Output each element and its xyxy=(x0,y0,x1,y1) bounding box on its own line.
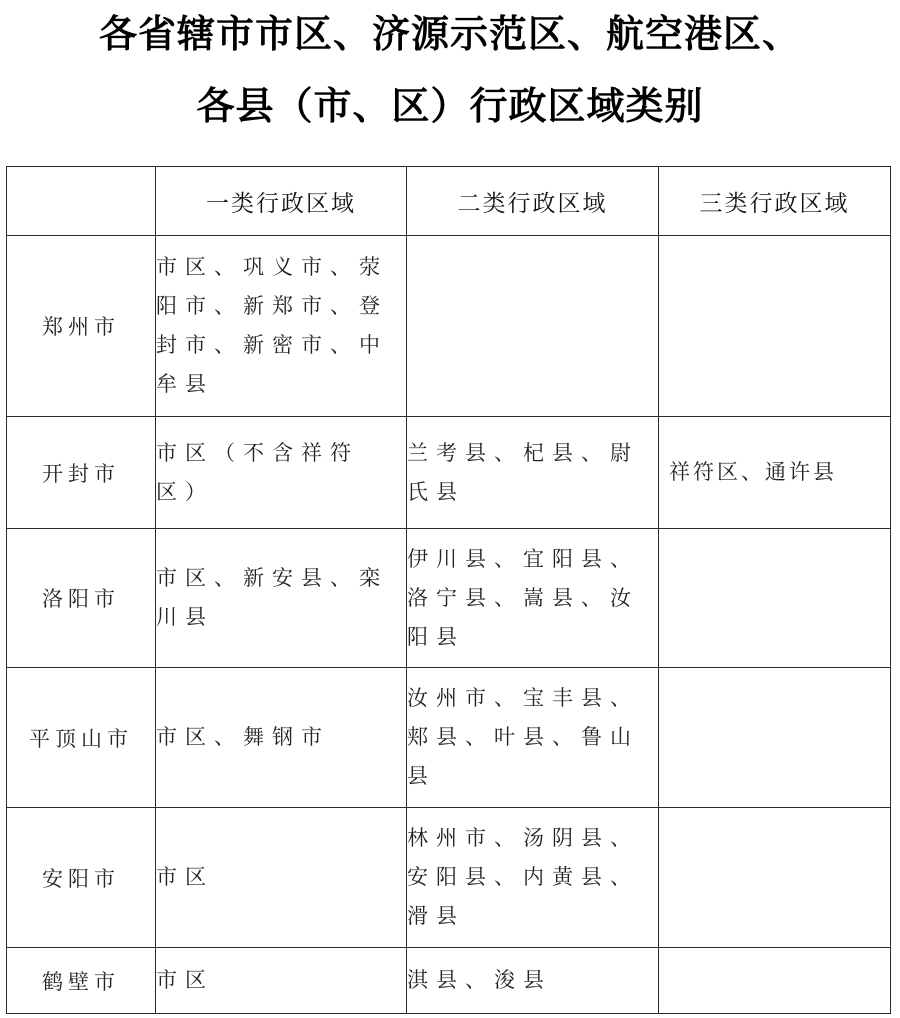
row-class-3 xyxy=(659,529,891,668)
row-class-1: 市区 xyxy=(156,948,407,1014)
row-class-3 xyxy=(659,808,891,948)
document-title-line-2: 各县（市、区）行政区域类别 xyxy=(196,83,704,128)
row-city: 安阳市 xyxy=(7,808,156,948)
region-category-table xyxy=(6,166,891,1014)
row-city: 平顶山市 xyxy=(7,668,156,808)
header-class-2: 二类行政区域 xyxy=(407,167,659,236)
row-class-2: 林州市、汤阴县、安阳县、内黄县、滑县 xyxy=(407,808,659,948)
header-city xyxy=(7,167,156,236)
row-city: 郑州市 xyxy=(7,236,156,417)
row-class-3 xyxy=(659,668,891,808)
document-title-line-1: 各省辖市市区、济源示范区、航空港区、 xyxy=(98,11,801,56)
row-city: 鹤壁市 xyxy=(7,948,156,1014)
table-header-row xyxy=(7,167,891,236)
table-row xyxy=(7,668,891,808)
table-row xyxy=(7,529,891,668)
row-class-2: 伊川县、宜阳县、洛宁县、嵩县、汝阳县 xyxy=(407,529,659,668)
row-class-1: 市区 xyxy=(156,808,407,948)
table-row xyxy=(7,808,891,948)
table-row xyxy=(7,417,891,529)
row-class-3 xyxy=(659,948,891,1014)
row-class-1: 市区（不含祥符区） xyxy=(156,417,407,529)
row-class-1: 市区、巩义市、荥阳市、新郑市、登封市、新密市、中牟县 xyxy=(156,236,407,417)
row-class-2: 淇县、浚县 xyxy=(407,948,659,1014)
row-class-3 xyxy=(659,236,891,417)
row-class-1: 市区、舞钢市 xyxy=(156,668,407,808)
table-row xyxy=(7,948,891,1014)
row-city: 开封市 xyxy=(7,417,156,529)
row-class-2: 汝州市、宝丰县、郏县、叶县、鲁山县 xyxy=(407,668,659,808)
table-row xyxy=(7,236,891,417)
row-class-2: 兰考县、杞县、尉氏县 xyxy=(407,417,659,529)
header-class-3: 三类行政区域 xyxy=(659,167,891,236)
row-city: 洛阳市 xyxy=(7,529,156,668)
row-class-2 xyxy=(407,236,659,417)
header-class-1: 一类行政区域 xyxy=(156,167,407,236)
row-class-3: 祥符区、通许县 xyxy=(659,417,891,529)
row-class-1: 市区、新安县、栾川县 xyxy=(156,529,407,668)
